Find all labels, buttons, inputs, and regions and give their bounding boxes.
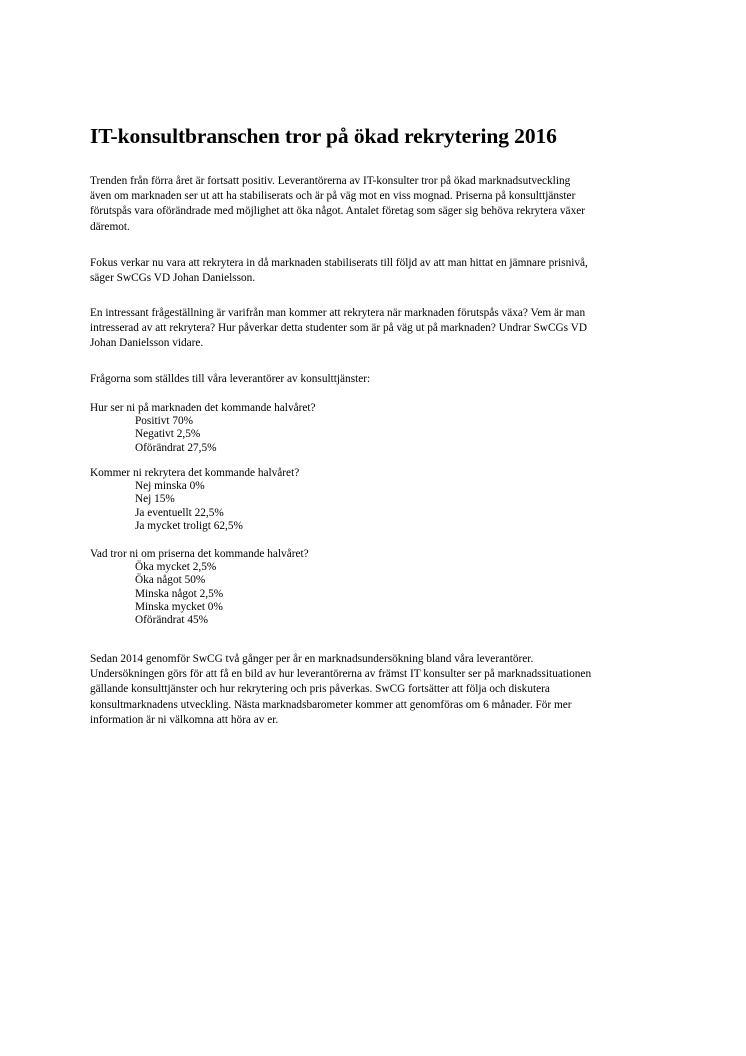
- text-line: En intressant frågeställning är varifrån man kommer att rekrytera när marknaden förutspås växa? Vem är man: [90, 307, 586, 319]
- survey-intro: [90, 372, 660, 387]
- survey-question: Kommer ni rekrytera det kommande halvåret?: [90, 467, 300, 479]
- survey-answer: Minska mycket 0%: [135, 600, 223, 613]
- text-line: Frågorna som ställdes till våra leverantörer av konsulttjänster:: [90, 373, 371, 385]
- survey-answer: Nej 15%: [135, 493, 175, 506]
- text-line: intresserad av att rekrytera? Hur påverkar detta studenter som är på väg ut på marknaden? Undrar SwCGs VD: [90, 322, 587, 335]
- survey-answer: Negativt 2,5%: [135, 428, 201, 441]
- survey-question: Vad tror ni om priserna det kommande halvåret?: [90, 548, 309, 560]
- survey-answers: [90, 415, 660, 455]
- text-line: konsultmarknadens utveckling. Nästa marknadsbarometer kommer att genomföras om 6 månader. För mer: [90, 698, 572, 711]
- text-line: Undersökningen görs för att få en bild av hur leverantörerna av främst IT konsulter ser på marknadssituationen: [90, 668, 592, 681]
- survey-answers: [90, 480, 660, 533]
- survey-answer: Ja eventuellt 22,5%: [135, 506, 224, 519]
- survey-question: Hur ser ni på marknaden det kommande halvåret?: [90, 402, 316, 414]
- survey-question-block: [90, 467, 660, 533]
- text-line: Sedan 2014 genomför SwCG två gånger per år en marknadsundersökning bland våra leverantörer.: [90, 653, 534, 665]
- survey-answer: Nej minska 0%: [135, 480, 205, 493]
- text-line: Trenden från förra året är fortsatt positiv. Leverantörerna av IT-konsulter tror på ökad marknadsutveckling: [90, 175, 571, 187]
- survey-answer: Oförändrat 27,5%: [135, 441, 217, 454]
- text-line: Johan Danielsson vidare.: [90, 337, 204, 350]
- focus-paragraph: [90, 256, 660, 286]
- text-line: även om marknaden ser ut att ha stabiliserats och är på väg mot en viss mognad. Priserna på konsulttjänster: [90, 190, 576, 203]
- survey-answer: Öka mycket 2,5%: [135, 561, 217, 574]
- text-line: förutspås vara oförändrade med möjlighet att öka något. Antalet företag som säger sig behöva rekrytera växer: [90, 205, 585, 218]
- survey-question-block: [90, 548, 660, 627]
- text-line: säger SwCGs VD Johan Danielsson.: [90, 272, 256, 285]
- text-line: gällande konsulttjänster och hur rekrytering och pris påverkas. SwCG fortsätter att följa och diskutera: [90, 683, 550, 696]
- survey-answer: Positivt 70%: [135, 415, 194, 428]
- intro-paragraph: [90, 174, 660, 235]
- survey-answer: Minska något 2,5%: [135, 587, 224, 600]
- closing-paragraph: [90, 652, 660, 728]
- text-line: Fokus verkar nu vara att rekrytera in då marknaden stabiliserats till följd av att man hittat en jämnare prisnivå,: [90, 257, 588, 269]
- survey-answer: Ja mycket troligt 62,5%: [135, 519, 243, 532]
- survey-answer: Öka något 50%: [135, 574, 206, 587]
- text-line: information är ni välkomna att höra av er.: [90, 713, 279, 726]
- survey-answers: [90, 561, 660, 627]
- survey-question-block: [90, 402, 660, 455]
- question-paragraph: [90, 306, 660, 352]
- page-title: IT-konsultbranschen tror på ökad rekrytering 2016: [90, 124, 557, 148]
- text-line: däremot.: [90, 220, 130, 233]
- survey-answer: Oförändrat 45%: [135, 614, 209, 627]
